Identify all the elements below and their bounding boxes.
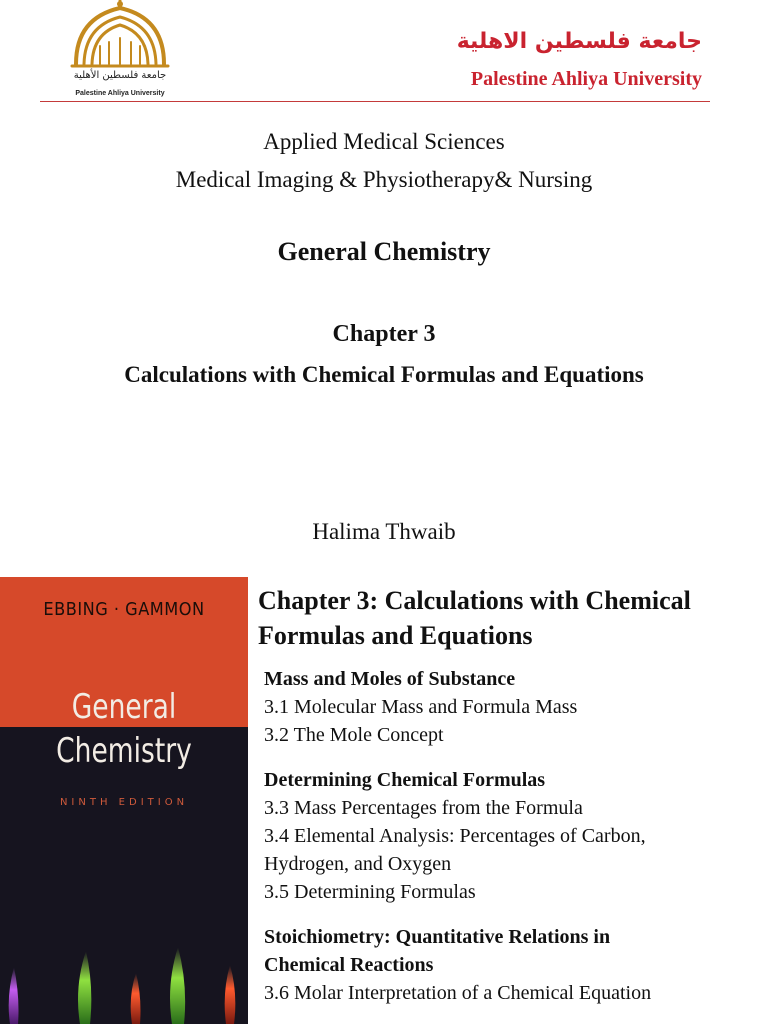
section-item: 3.4 Elemental Analysis: Percentages of Carbon, <box>264 825 646 847</box>
dome-emblem-icon <box>68 0 172 72</box>
contents-section <box>264 923 766 1007</box>
course-title: General Chemistry <box>277 237 491 266</box>
university-logo <box>62 0 178 102</box>
cover-title-line-2: Chemistry <box>56 731 192 771</box>
chapter-contents <box>258 583 766 1024</box>
header-divider <box>40 101 710 102</box>
contents-title-line: Formulas and Equations <box>258 621 533 650</box>
contents-title <box>258 583 766 653</box>
section-item: 3.2 The Mole Concept <box>264 724 444 746</box>
faculty-name: Applied Medical Sciences <box>263 129 505 154</box>
logo-english-text: Palestine Ahliya University <box>75 90 165 97</box>
section-heading: Determining Chemical Formulas <box>264 769 546 791</box>
chapter-title: Calculations with Chemical Formulas and Equations <box>124 362 644 387</box>
cover-edition: NINTH EDITION <box>59 797 189 808</box>
section-heading: Mass and Moles of Substance <box>264 668 516 690</box>
chapter-number: Chapter 3 <box>332 321 436 347</box>
section-item: 3.1 Molecular Mass and Formula Mass <box>264 696 578 718</box>
section-item: 3.5 Determining Formulas <box>264 881 476 903</box>
cover-authors: EBBING · GAMMON <box>43 599 205 620</box>
contents-title-line: Chapter 3: Calculations with Chemical <box>258 586 691 615</box>
contents-section <box>264 766 766 906</box>
author-name: Halima Thwaib <box>312 519 456 544</box>
section-heading: Chemical Reactions <box>264 954 434 976</box>
textbook-cover <box>0 577 248 1024</box>
university-name-english: Palestine Ahliya University <box>470 68 702 90</box>
program-list: Medical Imaging & Physiotherapy& Nursing <box>175 167 593 192</box>
section-item: Hydrogen, and Oxygen <box>264 853 452 875</box>
contents-section <box>264 665 766 749</box>
university-name-arabic: جامعة فلسطين الاهلية <box>456 29 702 54</box>
section-heading: Stoichiometry: Quantitative Relations in <box>264 926 611 948</box>
section-item: 3.3 Mass Percentages from the Formula <box>264 797 583 819</box>
flame-photo-icon <box>0 937 248 1024</box>
logo-arabic-text: جامعة فلسطين الأهلية <box>73 70 167 81</box>
cover-title-line-1: General <box>71 687 177 727</box>
section-item: 3.6 Molar Interpretation of a Chemical Equation <box>264 982 652 1004</box>
